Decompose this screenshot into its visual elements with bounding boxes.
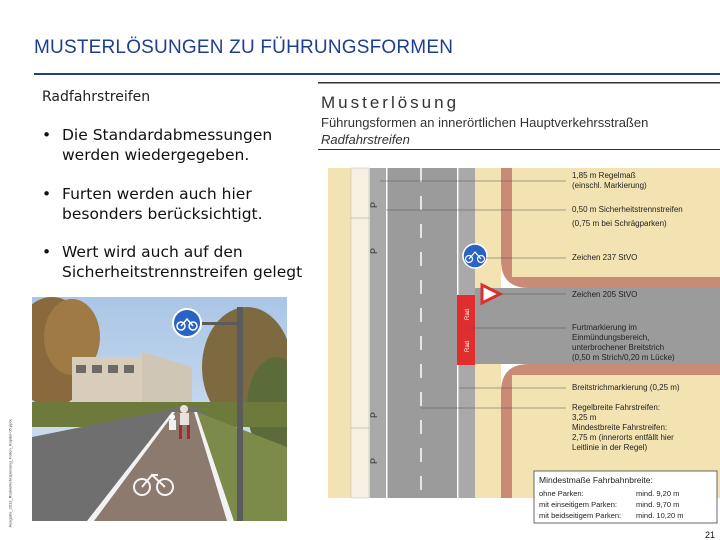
parking-strip-left bbox=[351, 168, 369, 498]
parking-label: P bbox=[369, 247, 379, 254]
min-widths-label: mit einseitigem Parken: bbox=[539, 500, 617, 509]
bike-lane-photo bbox=[32, 297, 287, 521]
slide-title: MUSTERLÖSUNGEN ZU FÜHRUNGSFORMEN bbox=[34, 37, 454, 58]
title-underline bbox=[34, 73, 720, 75]
bullet-item bbox=[42, 242, 332, 286]
min-widths-label: ohne Parken: bbox=[539, 489, 584, 498]
annotation-line: Zeichen 205 StVO bbox=[572, 290, 638, 299]
bike-lane-left bbox=[370, 168, 386, 498]
min-widths-value: mind. 10,20 m bbox=[636, 511, 684, 520]
parking-label: P bbox=[369, 201, 379, 208]
bullet-item bbox=[42, 125, 332, 169]
annotation-line: (einschl. Markierung) bbox=[572, 181, 647, 190]
annotation-line: Einmündungsbereich, bbox=[572, 333, 650, 342]
page-number: 21 bbox=[705, 530, 716, 540]
bullet-text: Furten werden auch hier besonders berücksichtigt. bbox=[62, 185, 263, 223]
photo-illustration bbox=[32, 297, 287, 521]
annotation-line: Furtmarkierung im bbox=[572, 323, 637, 332]
vertical-footer-note bbox=[5, 300, 15, 540]
parking-label: P bbox=[369, 411, 379, 418]
annotation-line: 0,50 m Sicherheitstrennstreifen bbox=[572, 205, 683, 214]
diagram-subheading-italic: Radfahrstreifen bbox=[321, 132, 410, 147]
bullet-text: Wert wird auch auf den Sicherheitstrennstreifen gelegt bbox=[62, 243, 303, 281]
footer-note-text: Ausgabe_2013_Radverkehrsplanung_Folien_Kapitel-05.pptx bbox=[7, 419, 13, 528]
furt-label: Rad bbox=[465, 340, 471, 352]
model-solution-diagram bbox=[318, 82, 720, 530]
diagram-heading: Musterlösung bbox=[321, 93, 460, 112]
bullet-item bbox=[42, 184, 332, 228]
annotation-line: Breitstrichmarkierung (0,25 m) bbox=[572, 383, 680, 392]
annotation-line: Zeichen 237 StVO bbox=[572, 253, 638, 262]
bullet-text: Die Standardabmessungen werden wiedergegeben. bbox=[62, 126, 273, 164]
furt-marking bbox=[457, 295, 475, 365]
annotation-line: unterbrochener Breitstrich bbox=[572, 343, 665, 352]
bullet-marker: • bbox=[42, 185, 52, 203]
parking-label: P bbox=[369, 457, 379, 464]
min-widths-title: Mindestmaße Fahrbahnbreite: bbox=[539, 475, 653, 485]
annotation-line: 2,75 m (innerorts entfällt hier bbox=[572, 433, 674, 442]
annotation-line: Mindestbreite Fahrstreifen: bbox=[572, 423, 668, 432]
diagram-top-rule bbox=[318, 82, 720, 84]
annotation-line: (0,50 m Strich/0,20 m Lücke) bbox=[572, 353, 675, 362]
annotation-line: (0,75 m bei Schrägparken) bbox=[572, 219, 667, 228]
min-widths-value: mind. 9,70 m bbox=[636, 500, 680, 509]
diagram-heading-rule bbox=[318, 149, 720, 150]
annotation-line: 3,25 m bbox=[572, 413, 597, 422]
diagram-subheading: Führungsformen an innerörtlichen Hauptverkehrsstraßen bbox=[321, 115, 649, 130]
bullet-marker: • bbox=[42, 126, 52, 144]
min-widths-value: mind. 9,20 m bbox=[636, 489, 680, 498]
annotation-line: Leitlinie in der Regel) bbox=[572, 443, 648, 452]
lane-line bbox=[386, 168, 388, 498]
annotation-line: 1,85 m Regelmaß bbox=[572, 171, 636, 180]
slide-subtitle: Radfahrstreifen bbox=[42, 89, 151, 105]
min-widths-label: mit beidseitigem Parken: bbox=[539, 511, 622, 520]
annotation-line: Regelbreite Fahrstreifen: bbox=[572, 403, 661, 412]
bullet-marker: • bbox=[42, 243, 52, 261]
furt-label: Rad bbox=[465, 308, 471, 320]
